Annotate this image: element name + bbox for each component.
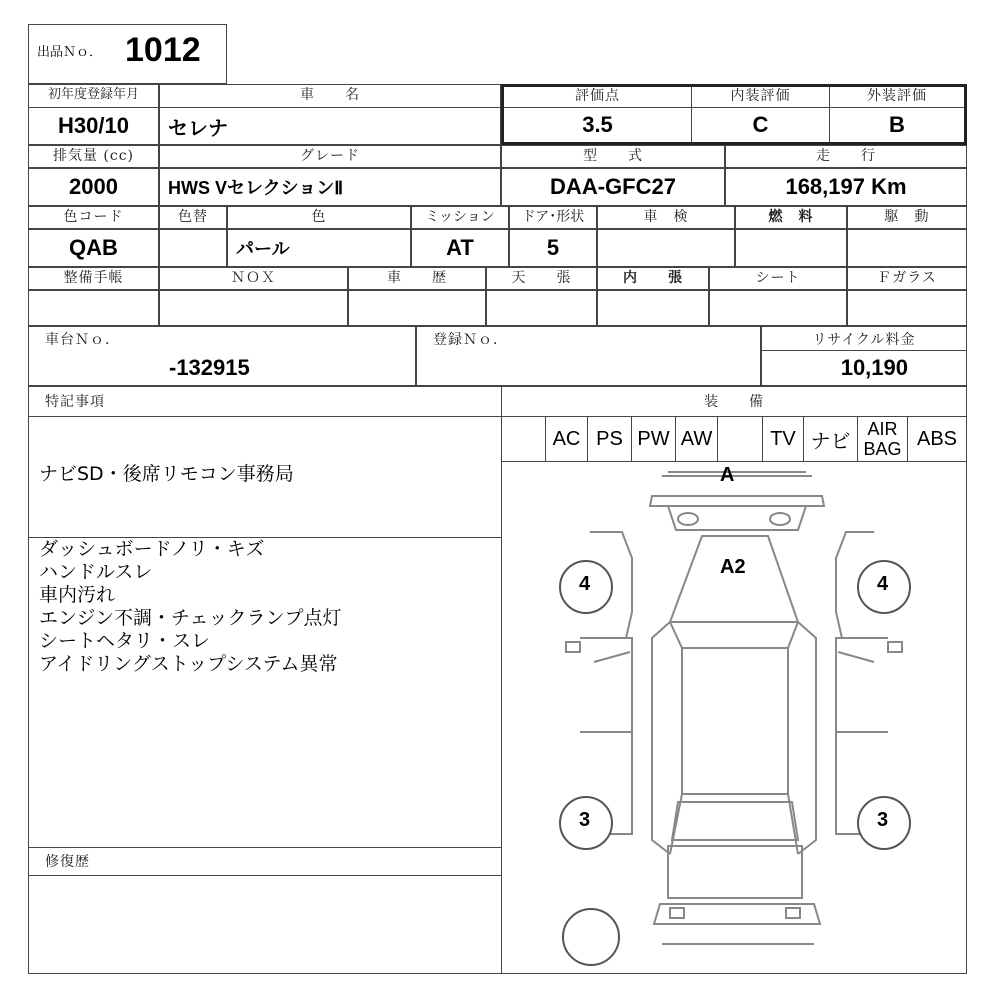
notes-item: シートヘタリ・スレ [39,630,211,652]
equip-blank-1 [501,416,546,462]
grade-value: HWS VセレクションⅡ [159,168,501,206]
equip-aw: AW [675,416,718,462]
mark-front-left: 4 [579,573,591,595]
roof-header: 天 張 [486,267,597,290]
door-value: 5 [509,229,597,267]
recycle-value: 10,190 [761,350,967,386]
recycle-header: リサイクル料金 [761,326,967,351]
exterior-header: 外装評価 [829,87,964,108]
notes-list [39,538,341,676]
inspection-header: 車 検 [597,206,735,229]
reg-year-value: H30/10 [28,107,159,145]
notes-item: ダッシュボードノリ・キズ [39,538,265,560]
chassis-header: 車台Ｎｏ． [28,326,416,351]
chassis-value: -132915 [28,350,416,386]
equip-ps: PS [587,416,632,462]
maintenance-header: 整備手帳 [28,267,159,290]
grade-header: グレード [159,145,501,168]
mark-hood: A2 [720,556,746,578]
equip-blank-2 [717,416,763,462]
mark-front-right: 4 [877,573,889,595]
roof-value [486,290,597,326]
notes-box-1 [28,416,502,538]
displacement-header: 排気量 (cc) [28,145,159,168]
color-code-header: 色コード [28,206,159,229]
color-header: 色 [227,206,411,229]
model-header: 型 式 [501,145,725,168]
notes-line-1: ナビSD・後席リモコン事務局 [39,463,294,485]
lot-number-label: 出品Ｎｏ． [37,45,103,60]
repair-value [28,875,502,974]
equip-ac: AC [545,416,588,462]
color-code-value: QAB [28,229,159,267]
car-name-header: 車 名 [159,84,501,108]
drive-value [847,229,967,267]
notes-item: ハンドルスレ [39,561,153,583]
score-value: 3.5 [504,107,692,142]
notes-box-2 [28,537,502,848]
lot-number-value: 1012 [125,31,201,69]
repair-header: 修復歴 [28,847,502,876]
fglass-header: Ｆガラス [847,267,967,290]
fglass-value [847,290,967,326]
color-value: パール [227,229,411,267]
spare-tire-icon [562,908,620,966]
registration-value [416,350,761,386]
displacement-value: 2000 [28,168,159,206]
interior-value: C [691,107,830,142]
notes-item: エンジン不調・チェックランプ点灯 [39,607,342,629]
equipment-header: 装 備 [501,386,967,417]
history-value [348,290,486,326]
equip-navi: ナビ [803,416,858,462]
car-name-value: セレナ [159,107,501,145]
maintenance-value [28,290,159,326]
inner-header: 内 張 [597,267,709,290]
notes-item: アイドリングストップシステム異常 [39,653,338,675]
equip-airbag: AIR BAG [857,416,908,462]
mission-header: ミッション [411,206,509,229]
equip-tv: TV [762,416,804,462]
inner-value [597,290,709,326]
history-header: 車 歴 [348,267,486,290]
mark-rear-left: 3 [579,809,591,831]
car-diagram [501,461,967,974]
mark-front: A [720,464,735,486]
notes-header: 特記事項 [28,386,502,417]
equip-abs: ABS [907,416,967,462]
car-outline-icon [502,462,967,974]
interior-header: 内装評価 [691,87,830,108]
fuel-value [735,229,847,267]
color-change-header: 色替 [159,206,227,229]
mileage-value: 168,197 Km [725,168,967,206]
inspection-value [597,229,735,267]
nox-header: ＮＯＸ [159,267,348,290]
fuel-header: 燃 料 [735,206,847,229]
registration-header: 登録Ｎｏ． [416,326,761,351]
score-header: 評価点 [504,87,692,108]
exterior-value: B [829,107,964,142]
color-change-value [159,229,227,267]
seat-header: シート [709,267,847,290]
mark-rear-right: 3 [877,809,889,831]
lot-number-box [28,24,227,84]
mission-value: AT [411,229,509,267]
notes-item: 車内汚れ [39,584,116,606]
drive-header: 駆 動 [847,206,967,229]
seat-value [709,290,847,326]
equip-pw: PW [631,416,676,462]
nox-value [159,290,348,326]
mileage-header: 走 行 [725,145,967,168]
reg-year-header: 初年度登録年月 [28,84,159,108]
door-header: ドア･形状 [509,206,597,229]
model-value: DAA-GFC27 [501,168,725,206]
